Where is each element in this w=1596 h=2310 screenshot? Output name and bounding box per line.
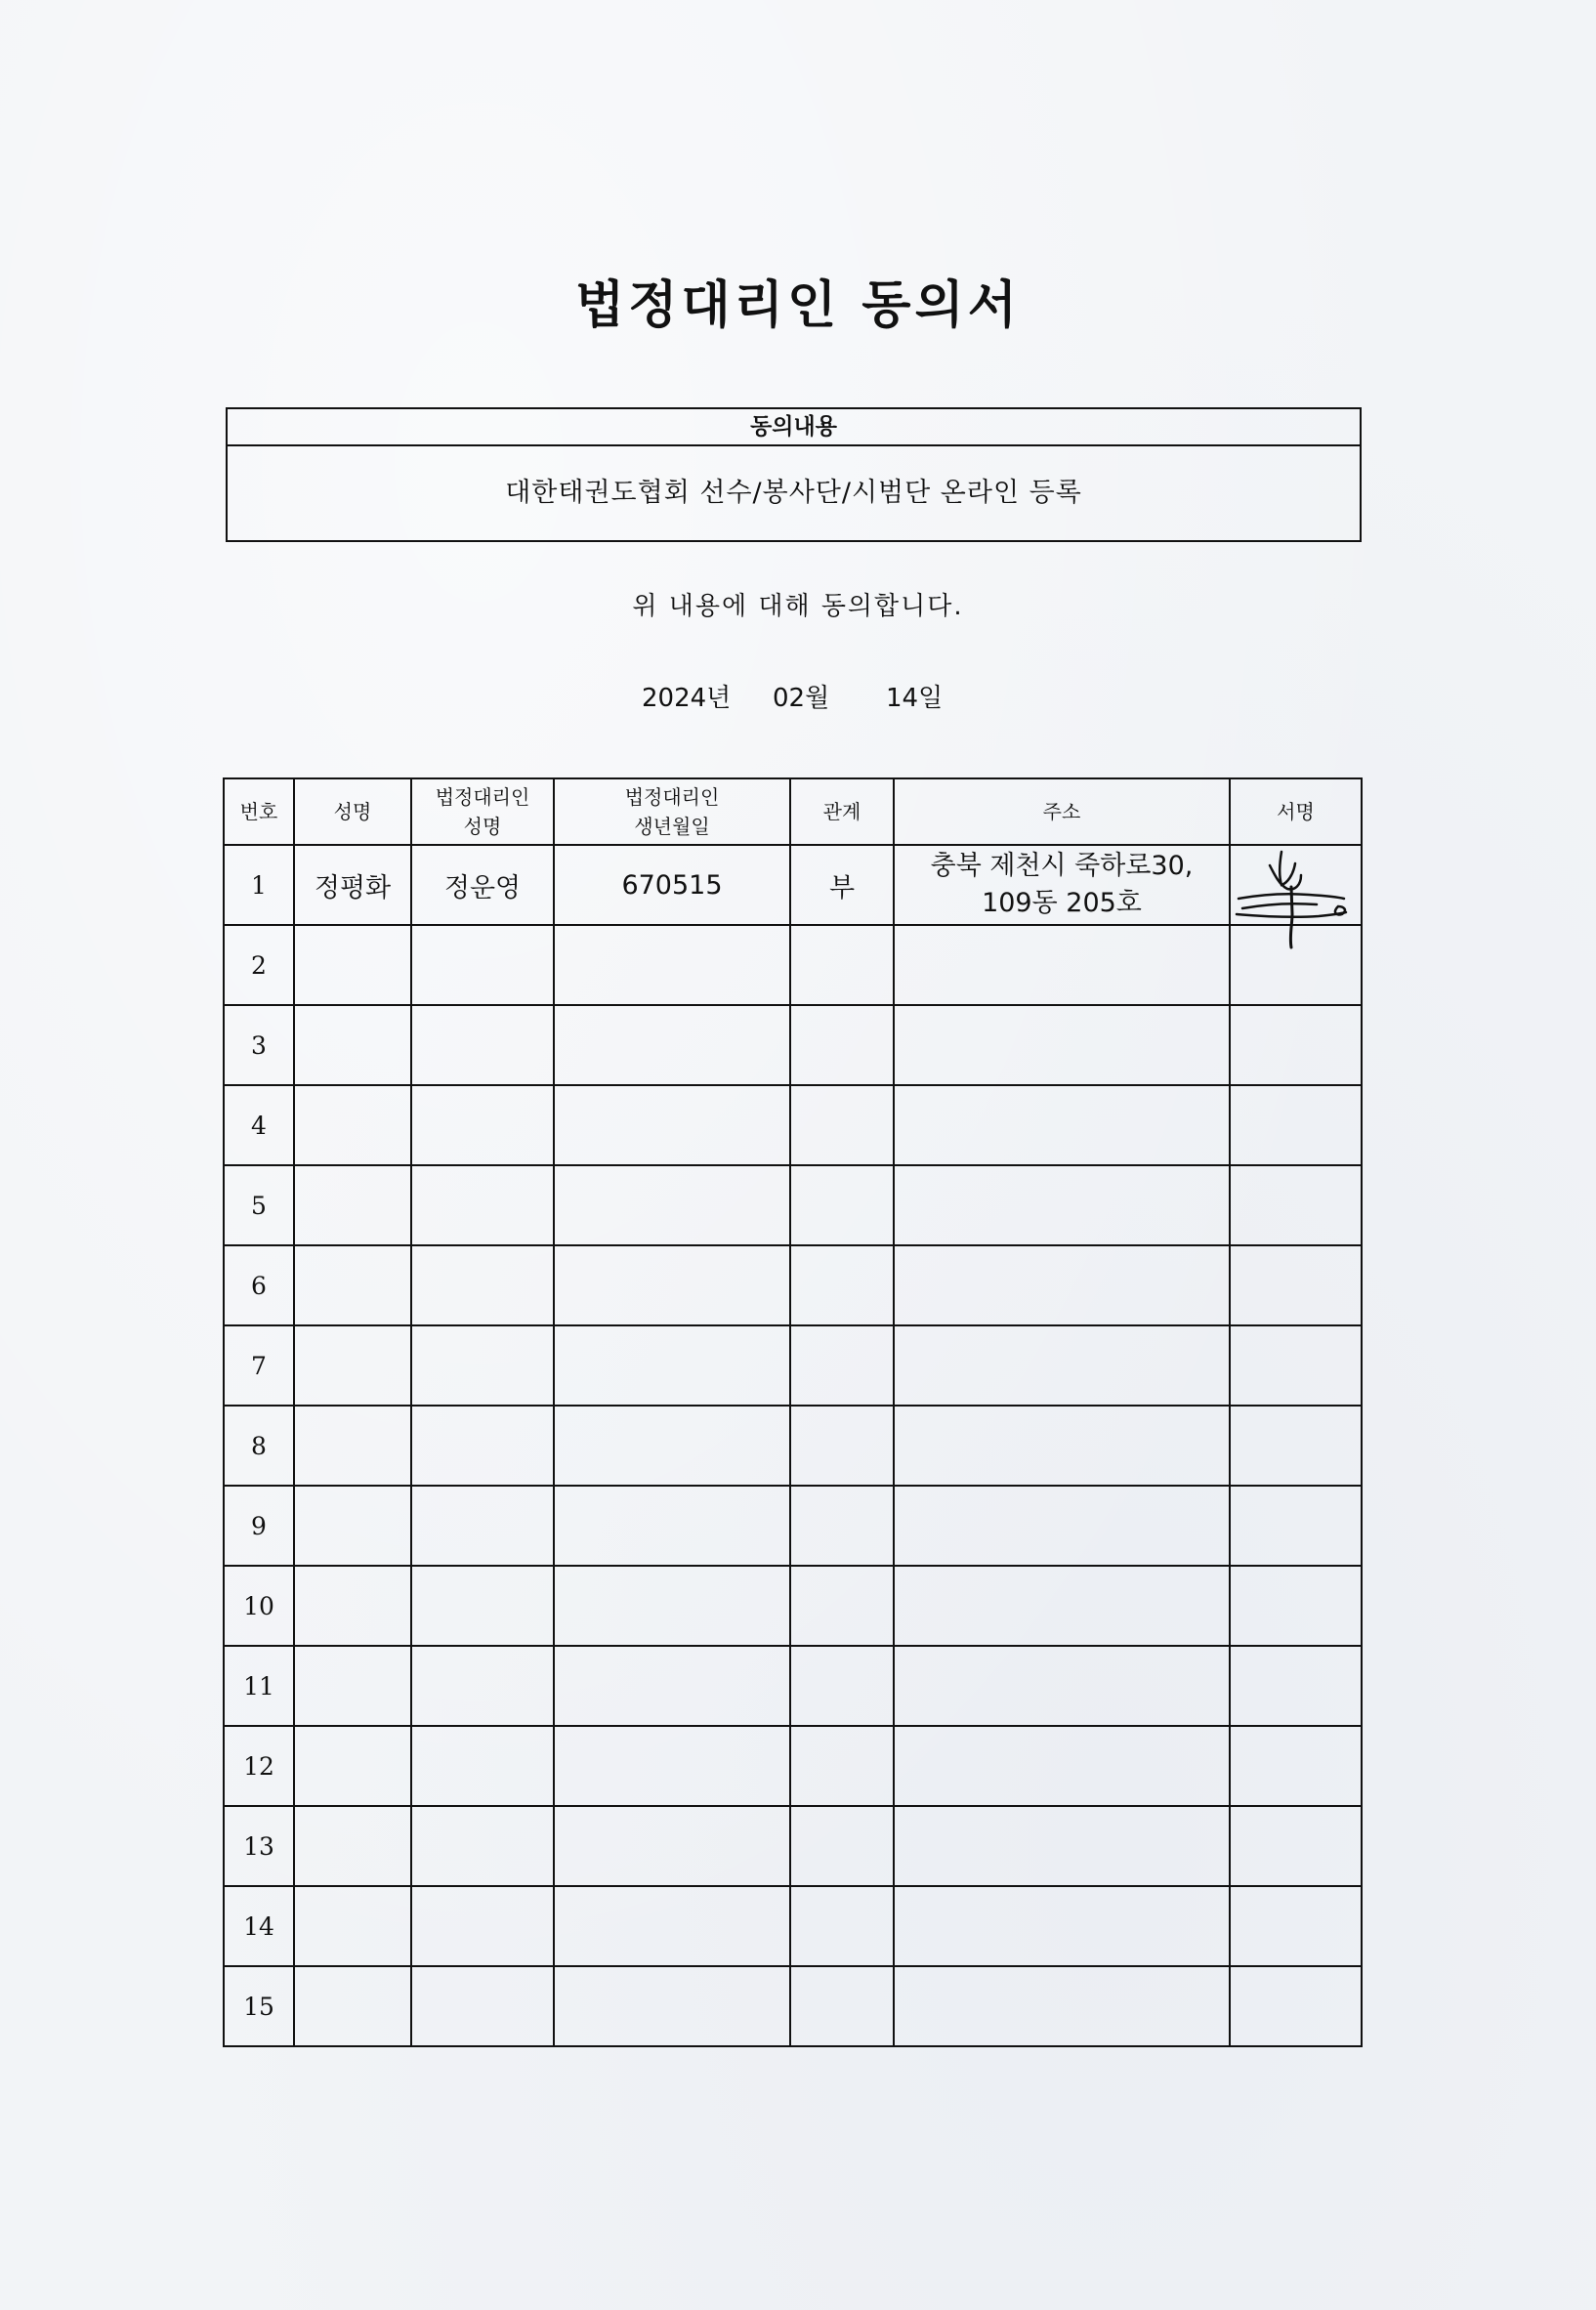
- cell-relation: [790, 1085, 894, 1165]
- cell-guardian-name: 정운영: [411, 845, 554, 925]
- cell-signature: [1230, 1886, 1362, 1966]
- cell-guardian-birth: [554, 1646, 790, 1726]
- cell-guardian-name: [411, 1005, 554, 1085]
- cell-address: [894, 1966, 1230, 2046]
- cell-name: [294, 1726, 411, 1806]
- cell-guardian-birth: 670515: [554, 845, 790, 925]
- consent-header: 동의내용: [228, 409, 1360, 446]
- cell-name: [294, 1886, 411, 1966]
- cell-relation: [790, 1245, 894, 1325]
- header-no: 번호: [224, 778, 294, 845]
- cell-no: 7: [224, 1325, 294, 1406]
- cell-name: [294, 1966, 411, 2046]
- cell-no: 2: [224, 925, 294, 1005]
- cell-relation: 부: [790, 845, 894, 925]
- cell-no: 1: [224, 845, 294, 925]
- cell-guardian-name: [411, 1806, 554, 1886]
- cell-signature: [1230, 1005, 1362, 1085]
- cell-address: [894, 1566, 1230, 1646]
- cell-guardian-birth: [554, 1325, 790, 1406]
- cell-guardian-name: [411, 1325, 554, 1406]
- consent-box: [226, 407, 1362, 542]
- cell-address: [894, 1325, 1230, 1406]
- date-line: [0, 678, 1596, 717]
- cell-no: 4: [224, 1085, 294, 1165]
- cell-guardian-name: [411, 1886, 554, 1966]
- cell-signature: [1230, 1406, 1362, 1486]
- cell-signature: [1230, 1726, 1362, 1806]
- document-title: 법정대리인 동의서: [575, 276, 1021, 335]
- cell-no: 13: [224, 1806, 294, 1886]
- table-row: [224, 1966, 1362, 2046]
- cell-name: [294, 925, 411, 1005]
- header-name: 성명: [294, 778, 411, 845]
- cell-signature: [1230, 845, 1362, 925]
- cell-signature: [1230, 1165, 1362, 1245]
- signature-stroke: [1242, 903, 1317, 908]
- cell-guardian-name: [411, 925, 554, 1005]
- header-relation: 관계: [790, 778, 894, 845]
- cell-signature: [1230, 1486, 1362, 1566]
- cell-guardian-name: [411, 1646, 554, 1726]
- cell-signature: [1230, 1085, 1362, 1165]
- table-row: [224, 1245, 1362, 1325]
- cell-name: [294, 1486, 411, 1566]
- signature-stroke: [1270, 865, 1301, 889]
- table-header-row: [224, 778, 1362, 845]
- cell-guardian-name: [411, 1966, 554, 2046]
- cell-address: 충북 제천시 죽하로30, 109동 205호: [894, 845, 1230, 925]
- cell-name: [294, 1245, 411, 1325]
- table-row: [224, 1726, 1362, 1806]
- cell-no: 8: [224, 1406, 294, 1486]
- cell-address: [894, 1646, 1230, 1726]
- cell-address: [894, 925, 1230, 1005]
- cell-guardian-birth: [554, 925, 790, 1005]
- consent-body: 대한태권도협회 선수/봉사단/시범단 온라인 등록: [505, 478, 1082, 508]
- header-guardian-birth: 법정대리인 생년월일: [554, 778, 790, 845]
- cell-address: [894, 1005, 1230, 1085]
- cell-guardian-birth: [554, 1245, 790, 1325]
- cell-name: [294, 1085, 411, 1165]
- cell-address: [894, 1165, 1230, 1245]
- cell-guardian-name: [411, 1726, 554, 1806]
- table-row: [224, 845, 1362, 925]
- cell-no: 14: [224, 1886, 294, 1966]
- cell-signature: [1230, 1966, 1362, 2046]
- cell-address: [894, 1406, 1230, 1486]
- cell-guardian-name: [411, 1165, 554, 1245]
- cell-relation: [790, 1566, 894, 1646]
- table-row: [224, 1165, 1362, 1245]
- cell-guardian-name: [411, 1085, 554, 1165]
- cell-guardian-birth: [554, 1806, 790, 1886]
- cell-relation: [790, 1486, 894, 1566]
- cell-guardian-name: [411, 1566, 554, 1646]
- cell-name: [294, 1646, 411, 1726]
- cell-address: [894, 1806, 1230, 1886]
- cell-signature: [1230, 1245, 1362, 1325]
- cell-guardian-birth: [554, 1406, 790, 1486]
- cell-relation: [790, 1886, 894, 1966]
- cell-guardian-birth: [554, 1005, 790, 1085]
- cell-address: [894, 1245, 1230, 1325]
- table-row: [224, 1325, 1362, 1406]
- cell-relation: [790, 1325, 894, 1406]
- cell-guardian-name: [411, 1486, 554, 1566]
- cell-guardian-birth: [554, 1486, 790, 1566]
- cell-name: [294, 1806, 411, 1886]
- cell-relation: [790, 925, 894, 1005]
- cell-signature: [1230, 1325, 1362, 1406]
- cell-guardian-birth: [554, 1085, 790, 1165]
- cell-no: 11: [224, 1646, 294, 1726]
- cell-address: [894, 1886, 1230, 1966]
- table-row: [224, 1806, 1362, 1886]
- cell-guardian-birth: [554, 1165, 790, 1245]
- agreement-text: 위 내용에 대해 동의합니다.: [632, 592, 964, 621]
- table-row: [224, 1566, 1362, 1646]
- header-address: 주소: [894, 778, 1230, 845]
- cell-relation: [790, 1726, 894, 1806]
- cell-name: [294, 1406, 411, 1486]
- cell-address: [894, 1486, 1230, 1566]
- cell-no: 15: [224, 1966, 294, 2046]
- table-row: [224, 1005, 1362, 1085]
- cell-name: [294, 1325, 411, 1406]
- table-row: [224, 1406, 1362, 1486]
- cell-signature: [1230, 1566, 1362, 1646]
- cell-no: 10: [224, 1566, 294, 1646]
- cell-address: [894, 1085, 1230, 1165]
- signature-stroke: [1335, 906, 1345, 915]
- cell-guardian-birth: [554, 1566, 790, 1646]
- cell-guardian-name: [411, 1245, 554, 1325]
- cell-guardian-birth: [554, 1886, 790, 1966]
- cell-relation: [790, 1806, 894, 1886]
- cell-guardian-birth: [554, 1726, 790, 1806]
- cell-guardian-birth: [554, 1966, 790, 2046]
- date-month: 02월: [773, 684, 830, 713]
- cell-signature: [1230, 925, 1362, 1005]
- cell-relation: [790, 1406, 894, 1486]
- cell-relation: [790, 1646, 894, 1726]
- cell-no: 12: [224, 1726, 294, 1806]
- date-year: 2024년: [642, 684, 732, 713]
- cell-address: [894, 1726, 1230, 1806]
- cell-guardian-name: [411, 1406, 554, 1486]
- cell-name: [294, 1165, 411, 1245]
- table-row: [224, 1646, 1362, 1726]
- table-row: [224, 1085, 1362, 1165]
- cell-name: [294, 1005, 411, 1085]
- cell-relation: [790, 1005, 894, 1085]
- date-day: 14일: [886, 684, 944, 713]
- cell-signature: [1230, 1646, 1362, 1726]
- cell-no: 6: [224, 1245, 294, 1325]
- cell-relation: [790, 1966, 894, 2046]
- header-signature: 서명: [1230, 778, 1362, 845]
- cell-no: 9: [224, 1486, 294, 1566]
- cell-name: [294, 1566, 411, 1646]
- cell-no: 3: [224, 1005, 294, 1085]
- table-row: [224, 1486, 1362, 1566]
- table-row: [224, 925, 1362, 1005]
- table-body: [224, 845, 1362, 2046]
- cell-name: 정평화: [294, 845, 411, 925]
- guardian-table: [223, 777, 1363, 2047]
- signature-stroke: [1280, 852, 1295, 885]
- header-guardian-name: 법정대리인 성명: [411, 778, 554, 845]
- table-row: [224, 1886, 1362, 1966]
- cell-no: 5: [224, 1165, 294, 1245]
- cell-relation: [790, 1165, 894, 1245]
- cell-signature: [1230, 1806, 1362, 1886]
